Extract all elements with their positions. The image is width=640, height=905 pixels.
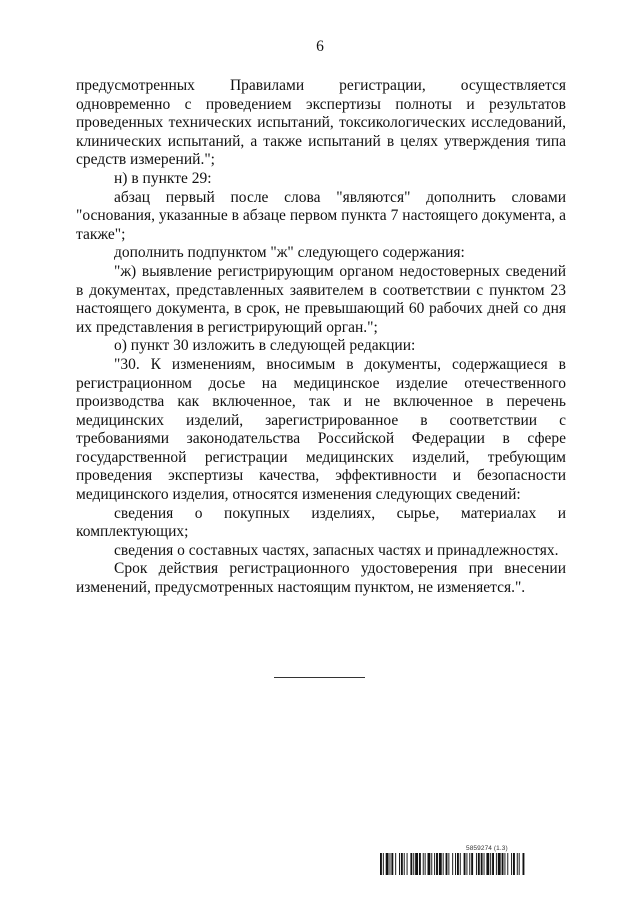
page-number: 6 (316, 38, 324, 55)
paragraph-purchased-items: сведения о покупных изделиях, сырье, материалах и комплектующих; (76, 504, 566, 541)
paragraph-validity-period: Срок действия регистрационного удостоверения при внесении изменений, предусмотренных настоящим пунктом, не изменяется.". (76, 560, 566, 597)
paragraph-subitem-zh: "ж) выявление регистрирующим органом недостоверных сведений в документах, представленных заявителем в соответствии с пунктом 23 настоящего документа, в срок, не превышающий 60 рабочих дней со дня их представления в регистрирующий орган."; (76, 262, 566, 336)
paragraph-add-subitem: дополнить подпунктом "ж" следующего содержания: (114, 244, 465, 262)
paragraph-item-n: н) в пункте 29: (114, 169, 212, 187)
paragraph-continuation: предусмотренных Правилами регистрации, осуществляется одновременно с проведением экспертизы полноты и результатов проведенных технических испытаний, токсикологических исследований, клинических испытаний, а также испытаний в целях утверждения типа средств измерений."; (76, 77, 566, 169)
paragraph-abzac-first: абзац первый после слова "являются" дополнить словами "основания, указанные в абзаце первом пункта 7 настоящего документа, а также"; (76, 188, 566, 243)
end-divider-line (274, 677, 365, 678)
paragraph-component-parts: сведения о составных частях, запасных частях и принадлежностях. (114, 541, 559, 559)
barcode-icon (380, 853, 566, 875)
document-body (76, 77, 566, 598)
paragraph-item-o: о) пункт 30 изложить в следующей редакции: (114, 337, 416, 355)
paragraph-point-30: "30. К изменениям, вносимым в документы, содержащиеся в регистрационном досье на медицинское изделие отечественного производства как включенное, так и не включенное в перечень медицинских изделий, зарегистрированное в соответствии с требованиями законодательства Российской Федерации в сфере государственной регистрации медицинских изделий, требующим проведения экспертизы качества, эффективности и безопасности медицинского изделия, относятся изменения следующих сведений: (76, 355, 566, 504)
document-code: 5859274 (1.3) (466, 845, 508, 852)
